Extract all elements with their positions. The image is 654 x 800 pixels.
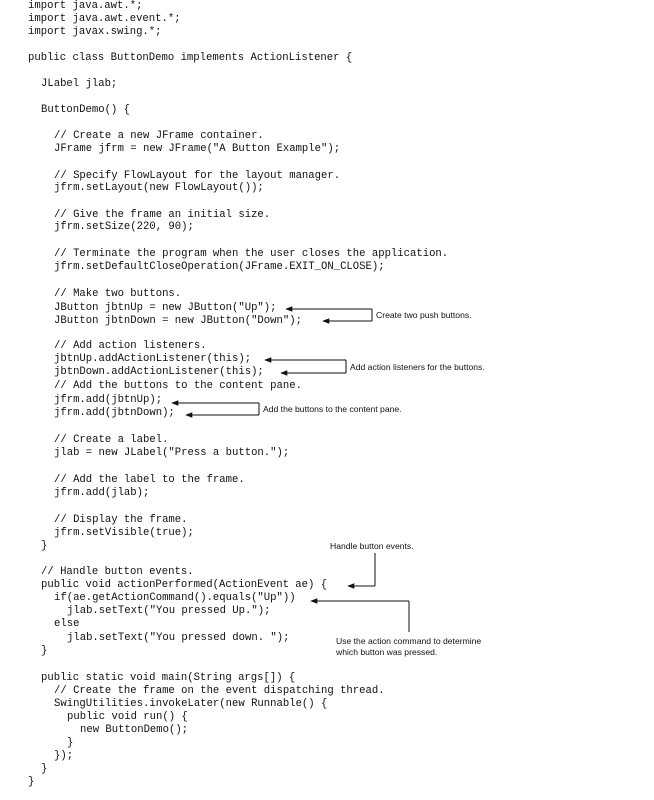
code-line: jfrm.setLayout(new FlowLayout()); xyxy=(54,182,264,194)
code-line: // Add action listeners. xyxy=(54,340,207,352)
code-line: } xyxy=(28,776,35,788)
code-line: SwingUtilities.invokeLater(new Runnable() { xyxy=(54,698,328,710)
annotation-action-command-line2: which button was pressed. xyxy=(336,647,438,657)
code-line: jfrm.setVisible(true); xyxy=(54,527,194,539)
code-line: jfrm.add(jbtnUp); xyxy=(54,394,163,406)
code-line: jlab = new JLabel("Press a button."); xyxy=(54,447,290,459)
code-line: ButtonDemo() { xyxy=(41,104,131,116)
code-line: jbtnUp.addActionListener(this); xyxy=(54,353,252,365)
code-line: import java.awt.event.*; xyxy=(28,13,181,25)
code-line: import javax.swing.*; xyxy=(28,26,162,38)
arrow-group-action-listeners xyxy=(265,360,346,373)
arrow-group-push-buttons xyxy=(286,309,372,321)
code-line: jfrm.add(jlab); xyxy=(54,487,150,499)
code-line: public static void main(String args[]) { xyxy=(41,672,296,684)
code-line: public void actionPerformed(ActionEvent ae) { xyxy=(41,579,328,591)
code-line: // Display the frame. xyxy=(54,514,188,526)
code-line: jlab.setText("You pressed down. "); xyxy=(67,632,290,644)
code-line: // Specify FlowLayout for the layout manager. xyxy=(54,170,341,182)
code-line: public void run() { xyxy=(67,711,188,723)
code-line: // Add the label to the frame. xyxy=(54,474,245,486)
code-line: // Create a label. xyxy=(54,434,169,446)
code-line: new ButtonDemo(); xyxy=(80,724,189,736)
arrow-group-handle-events xyxy=(348,553,375,586)
code-line: JButton jbtnUp = new JButton("Up"); xyxy=(54,302,277,314)
code-line: } xyxy=(67,737,74,749)
code-line: // Handle button events. xyxy=(41,566,194,578)
arrow-group-action-command xyxy=(311,601,409,632)
code-line: jfrm.setDefaultCloseOperation(JFrame.EXIT_ON_CLOSE); xyxy=(54,261,385,273)
annotation-create-push-buttons: Create two push buttons. xyxy=(376,310,472,320)
code-line: // Make two buttons. xyxy=(54,288,182,300)
code-line: JLabel jlab; xyxy=(41,78,118,90)
code-line: else xyxy=(54,618,80,630)
code-line: } xyxy=(41,645,48,657)
code-line: // Create a new JFrame container. xyxy=(54,130,264,142)
annotation-handle-button-events: Handle button events. xyxy=(330,541,414,551)
code-line: JButton jbtnDown = new JButton("Down"); xyxy=(54,315,302,327)
arrow-group-content-pane xyxy=(172,403,259,415)
code-line: import java.awt.*; xyxy=(28,0,143,12)
code-line: jfrm.setSize(220, 90); xyxy=(54,221,194,233)
code-line: public class ButtonDemo implements ActionListener { xyxy=(28,52,353,64)
code-line: // Create the frame on the event dispatching thread. xyxy=(54,685,385,697)
annotation-action-command-line1: Use the action command to determine xyxy=(336,636,482,646)
annotation-add-to-content-pane: Add the buttons to the content pane. xyxy=(263,404,402,414)
code-line: jbtnDown.addActionListener(this); xyxy=(54,366,264,378)
code-line: // Give the frame an initial size. xyxy=(54,209,271,221)
code-line: jlab.setText("You pressed Up."); xyxy=(67,605,271,617)
code-line: JFrame jfrm = new JFrame("A Button Example"); xyxy=(54,143,341,155)
code-line: }); xyxy=(54,750,74,762)
code-line: if(ae.getActionCommand().equals("Up")) xyxy=(54,592,296,604)
code-line: jfrm.add(jbtnDown); xyxy=(54,407,175,419)
code-line: // Add the buttons to the content pane. xyxy=(54,380,302,392)
annotation-add-action-listeners: Add action listeners for the buttons. xyxy=(350,362,485,372)
code-line: // Terminate the program when the user closes the application. xyxy=(54,248,449,260)
code-line: } xyxy=(41,763,48,775)
code-line: } xyxy=(41,540,48,552)
